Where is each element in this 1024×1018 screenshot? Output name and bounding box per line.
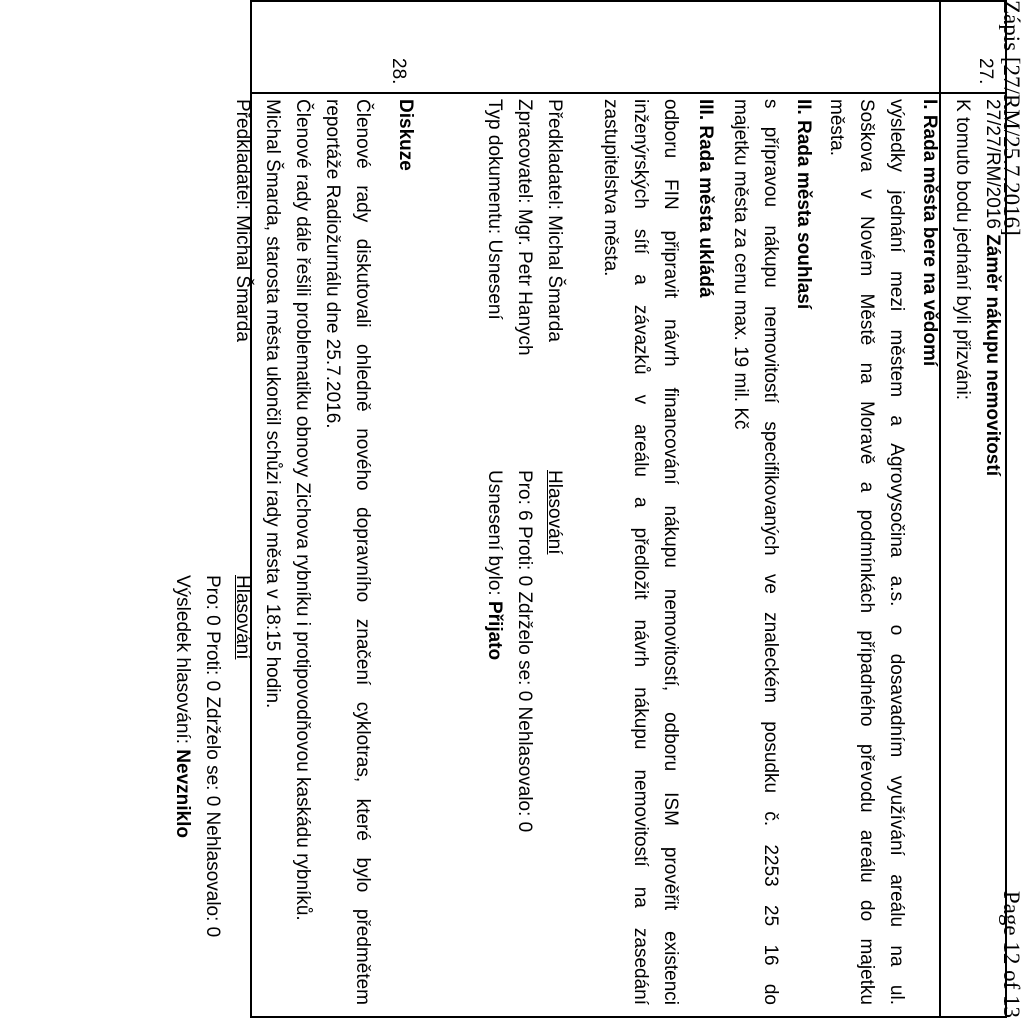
section-heading: II. Rada města souhlasí bbox=[793, 99, 814, 310]
item-28-body bbox=[257, 99, 377, 1005]
discussion-line: Michal Šmarda, starosta města ukončil schůzi rady města v 18:15 hodin. bbox=[262, 99, 283, 709]
section-text-line: inženýrských sítí a závazků v areálu a předložit návrh nákupu nemovitostí na zasedání bbox=[630, 99, 651, 1005]
section-text-line: města. bbox=[826, 99, 847, 157]
section-text-line: výsledky jednání mezi městem a Agrovysočina a.s. o dosavadním využívání areálu na ul. bbox=[886, 99, 907, 1005]
discussion-line: reportáže Radiožurnálu dne 25.7.2016. bbox=[322, 99, 343, 429]
section-text-line: odboru FIN připravit návrh financování nákupu nemovitostí, odboru ISM prověřit existenci bbox=[660, 99, 681, 1005]
vote-result bbox=[479, 470, 509, 660]
result-prefix: Výsledek hlasování: bbox=[172, 575, 193, 744]
vote-label: Hlasování bbox=[544, 470, 565, 555]
vote-counts: Pro: 6 Proti: 0 Zdrželo se: 0 Nehlasovalo: 0 bbox=[514, 470, 535, 833]
proposer: Předkladatel: Michal Šmarda bbox=[544, 99, 565, 342]
page-number: Page 12 of 13 bbox=[999, 890, 1024, 1018]
section-text-line: zastupitelstva města. bbox=[600, 99, 621, 277]
section-heading: III. Rada města ukládá bbox=[695, 99, 716, 298]
discussion-line: Členové rady diskutovali ohledně nového dopravního značení cyklotras, které bylo předmětem bbox=[352, 99, 373, 1005]
document-type: Typ dokumentu: Usnesení bbox=[484, 99, 505, 320]
result-value: Přijato bbox=[484, 600, 505, 661]
table-left-rule bbox=[250, 0, 1007, 2]
vote-counts: Pro: 0 Proti: 0 Zdrželo se: 0 Nehlasovalo: 0 bbox=[202, 575, 223, 938]
item-title: Diskuze bbox=[395, 99, 416, 171]
discussion-line: Členové rady dále řešili problematiku obnovy Zichova rybníku i protipovodňovou kaskádu rybníků. bbox=[292, 99, 313, 921]
section-text-line: majetku města za cenu max. 19 mil. Kč bbox=[730, 99, 751, 430]
section-heading: I. Rada města bere na vědomí bbox=[919, 99, 940, 367]
minutes-table bbox=[172, 0, 1007, 1018]
item-code: 27/27/RM/2016 bbox=[982, 99, 1003, 229]
item-title: Záměr nákupu nemovitostí bbox=[982, 234, 1003, 476]
item-27-body bbox=[595, 99, 1007, 1005]
section-text-line: s přípravou nákupu nemovitostí specifikovaných ve znaleckém posudku č. 2253 25 16 do bbox=[760, 99, 781, 1005]
item-27-heading bbox=[977, 99, 1007, 1005]
column-divider bbox=[250, 92, 1007, 94]
item-intro: K tomuto bodu jednání byli přizváni: bbox=[952, 99, 973, 401]
section-text-line: Soškova v Novém Městě na Moravě a podmínkách případného převodu areálu do majetku bbox=[856, 99, 877, 1005]
processor: Zpracovatel: Mgr. Petr Hanych bbox=[514, 99, 535, 356]
item-number: 28. bbox=[388, 58, 409, 85]
header-title: Zápis [27/RM/25.7.2016] bbox=[999, 0, 1024, 236]
vote-result bbox=[167, 575, 197, 838]
result-prefix: Usnesení bylo: bbox=[484, 470, 505, 596]
item-number: 27. bbox=[975, 58, 996, 85]
proposer: Předkladatel: Michal Šmarda bbox=[232, 99, 253, 342]
vote-label: Hlasování bbox=[232, 575, 253, 660]
result-value: Nevzniklo bbox=[172, 749, 193, 838]
